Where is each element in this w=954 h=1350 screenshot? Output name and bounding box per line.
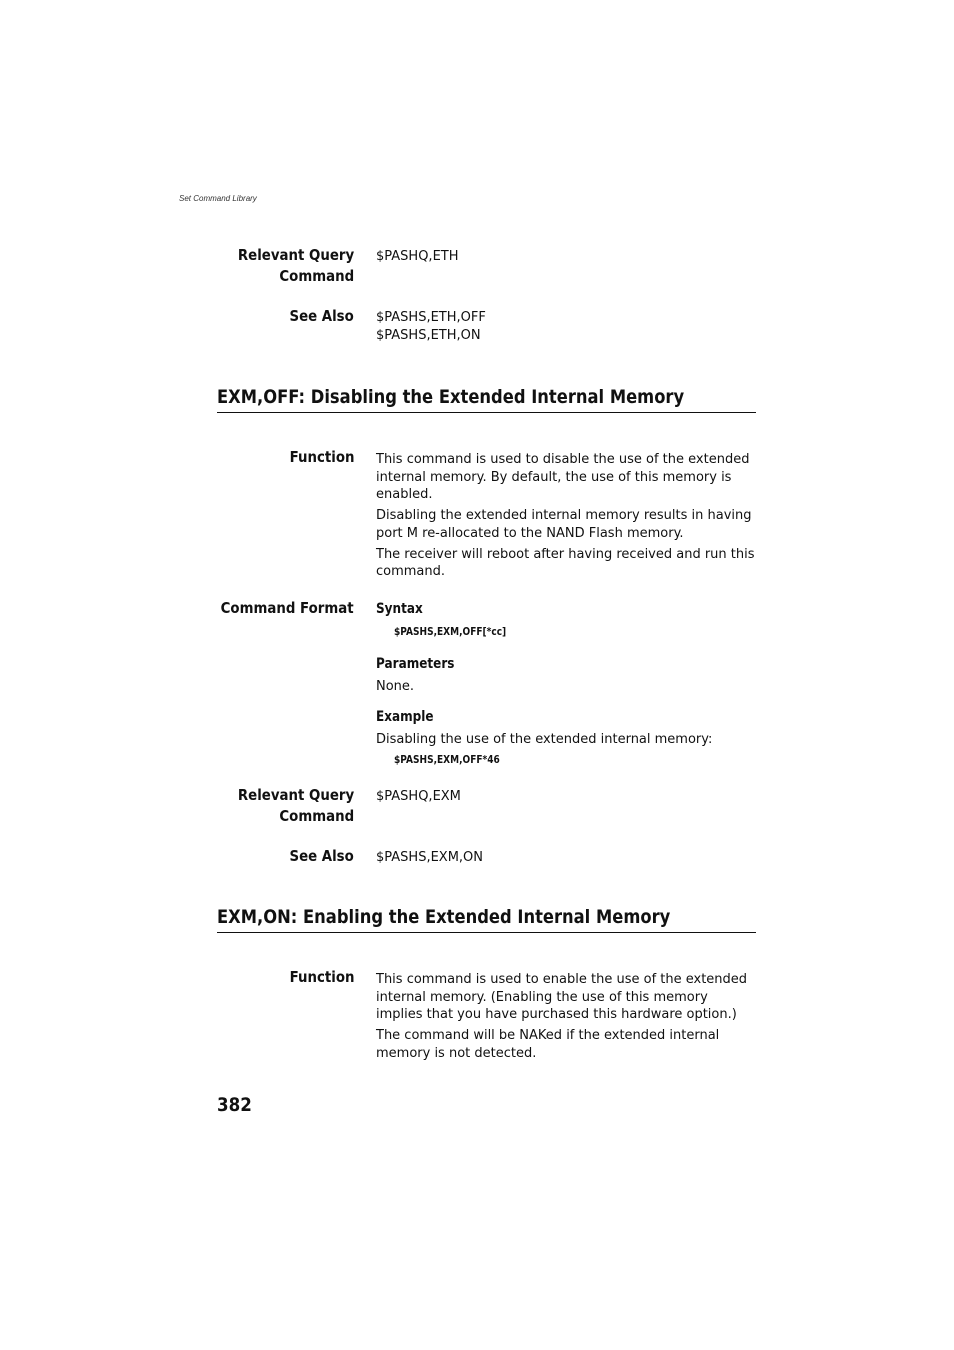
syntax-code: $PASHS,EXM,OFF[*cc] [394, 625, 507, 638]
relevant-query-value: $PASHQ,ETH [376, 249, 459, 264]
function-paragraph: This command is used to enable the use of the extended internal memory. (Enabling the use of this memory implies that you have purchased this hardware option.) [376, 972, 748, 1022]
function-label: Function [289, 968, 354, 986]
section-heading-exm-on [217, 906, 756, 933]
function-description [376, 971, 758, 1066]
function-description [376, 451, 758, 584]
relevant-query-label [238, 785, 354, 827]
see-also-item: $PASHS,ETH,ON [376, 327, 481, 343]
example-label: Example [376, 709, 434, 725]
function-paragraph: The receiver will reboot after having received and run this command. [376, 546, 755, 579]
function-paragraph: Disabling the extended internal memory results in having port M re-allocated to the NAND Flash memory. [376, 508, 752, 541]
example-text: Disabling the use of the extended internal memory: [376, 732, 713, 747]
relevant-query-label-line1: Relevant Query [237, 246, 354, 264]
command-format-label: Command Format [221, 599, 354, 617]
relevant-query-value: $PASHQ,EXM [376, 789, 461, 804]
parameters-text: None. [376, 679, 415, 694]
running-header: Set Command Library [179, 194, 257, 203]
section-heading-exm-off-text: EXM,OFF: Disabling the Extended Internal Memory [217, 386, 685, 408]
see-also-label: See Also [289, 847, 354, 865]
syntax-label: Syntax [376, 601, 423, 617]
function-label: Function [289, 448, 354, 466]
relevant-query-label-line2: Command [279, 807, 354, 825]
page-number: 382 [217, 1094, 252, 1116]
relevant-query-label [238, 245, 354, 287]
function-paragraph: The command will be NAKed if the extended internal memory is not detected. [376, 1028, 720, 1061]
parameters-label: Parameters [376, 656, 455, 672]
see-also-list [376, 309, 758, 344]
example-code: $PASHS,EXM,OFF*46 [394, 753, 500, 766]
function-paragraph: This command is used to disable the use of the extended internal memory. By default, the use of this memory is enabled. [376, 452, 750, 502]
see-also-item: $PASHS,ETH,OFF [376, 310, 486, 325]
see-also-item: $PASHS,EXM,ON [376, 850, 484, 865]
relevant-query-label-line2: Command [279, 267, 354, 285]
see-also-label: See Also [289, 307, 354, 325]
section-heading-exm-on-text: EXM,ON: Enabling the Extended Internal Memory [217, 906, 671, 928]
relevant-query-label-line1: Relevant Query [237, 786, 354, 804]
section-heading-exm-off [217, 386, 756, 413]
